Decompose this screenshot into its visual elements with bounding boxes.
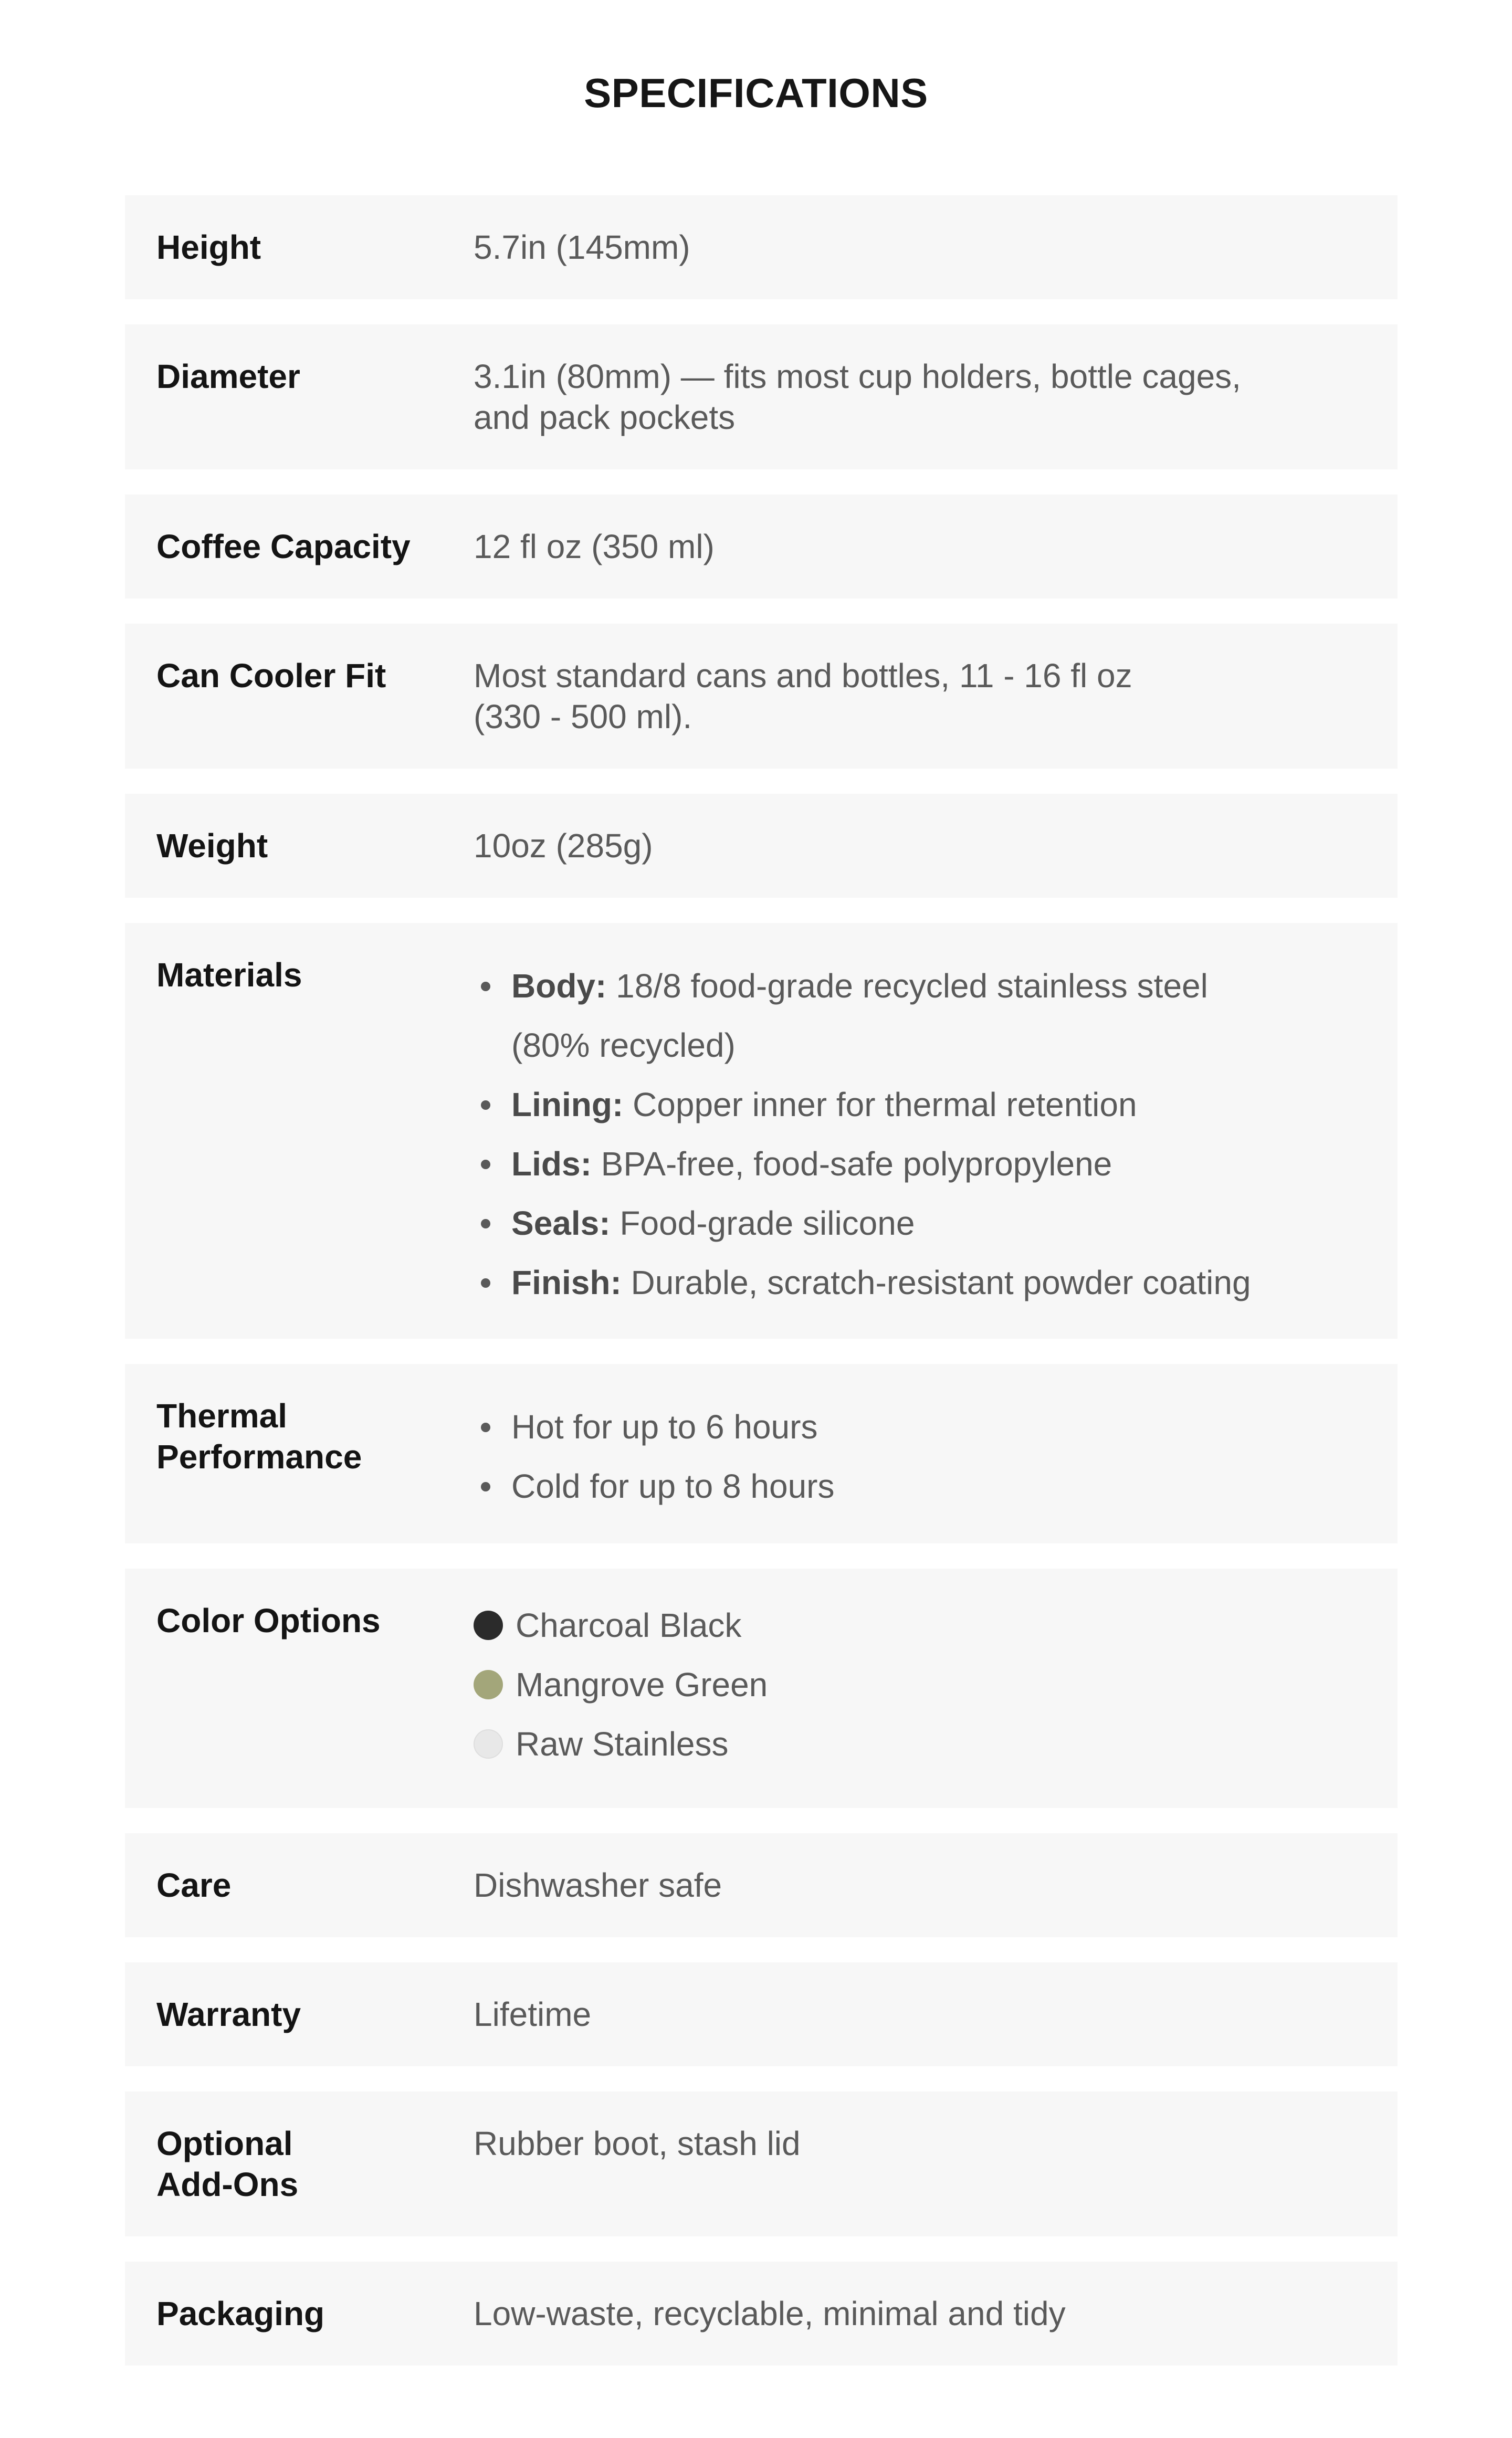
color-swatch-mangrove-green	[474, 1670, 503, 1699]
material-desc: 18/8 food-grade recycled stainless steel	[606, 967, 1208, 1005]
spec-label: Color Options	[156, 1602, 381, 1640]
list-item-text: Hot for up to 6 hours	[511, 1408, 818, 1446]
bullet-icon	[481, 982, 490, 991]
spec-label: Materials	[156, 956, 302, 994]
spec-label: Care	[156, 1866, 232, 1904]
spec-value: Lifetime	[474, 1995, 592, 2033]
list-item	[474, 1397, 1366, 1457]
bullet-icon	[481, 1423, 490, 1432]
spec-row-warranty	[125, 1962, 1398, 2066]
spec-value-line: Most standard cans and bottles, 11 - 16 fl oz	[474, 657, 1132, 695]
spec-label: Height	[156, 228, 261, 266]
color-option	[474, 1655, 768, 1715]
spec-value: Rubber boot, stash lid	[474, 2125, 801, 2162]
material-desc: BPA-free, food-safe polypropylene	[591, 1145, 1112, 1183]
spec-label-line: Optional	[156, 2125, 293, 2162]
spec-value-line: 3.1in (80mm) — fits most cup holders, bottle cages,	[474, 358, 1241, 395]
bullet-icon	[481, 1160, 490, 1169]
bullet-icon	[481, 1482, 490, 1491]
spec-label: Weight	[156, 827, 268, 865]
spec-label	[156, 1395, 450, 1477]
color-options-list	[474, 1596, 768, 1774]
material-name: Finish:	[511, 1264, 622, 1301]
spec-row-diameter	[125, 324, 1398, 469]
list-item	[474, 1075, 1366, 1134]
spec-label: Diameter	[156, 358, 300, 395]
spec-label: Can Cooler Fit	[156, 657, 386, 695]
material-name: Lids:	[511, 1145, 592, 1183]
material-desc: Durable, scratch-resistant powder coating	[621, 1264, 1251, 1301]
spec-row-packaging	[125, 2262, 1398, 2366]
bullet-icon	[481, 1278, 490, 1288]
material-name: Seals:	[511, 1204, 611, 1242]
spec-label-line: Thermal	[156, 1397, 287, 1435]
spec-label: Coffee Capacity	[156, 528, 411, 565]
list-item	[474, 957, 1366, 1075]
bullet-icon	[481, 1219, 490, 1228]
spec-label	[156, 2123, 450, 2205]
spec-value-line: (330 - 500 ml).	[474, 698, 692, 735]
spec-value: Dishwasher safe	[474, 1866, 722, 1904]
spec-value: 12 fl oz (350 ml)	[474, 528, 715, 565]
list-item	[474, 1253, 1366, 1312]
page-title: SPECIFICATIONS	[584, 70, 928, 116]
spec-row-height	[125, 195, 1398, 299]
color-swatch-raw-stainless	[474, 1729, 503, 1759]
color-option	[474, 1596, 768, 1655]
list-item-text: Cold for up to 8 hours	[511, 1467, 835, 1505]
bullet-icon	[481, 1100, 490, 1110]
spec-label-line: Add-Ons	[156, 2166, 299, 2203]
color-name: Raw Stainless	[516, 1725, 729, 1763]
spec-value	[474, 356, 1345, 438]
spec-row-color-options	[125, 1569, 1398, 1808]
spec-row-weight	[125, 794, 1398, 898]
materials-list	[474, 957, 1366, 1312]
color-option	[474, 1715, 768, 1774]
color-name: Charcoal Black	[516, 1606, 742, 1644]
list-item	[474, 1457, 1366, 1516]
list-item	[474, 1134, 1366, 1194]
spec-row-care	[125, 1833, 1398, 1937]
spec-value: Low-waste, recyclable, minimal and tidy	[474, 2295, 1066, 2332]
list-item	[474, 1194, 1366, 1253]
spec-value: 5.7in (145mm)	[474, 228, 690, 266]
spec-label-line: Performance	[156, 1438, 362, 1476]
spec-value	[474, 655, 1345, 737]
spec-value-line: and pack pockets	[474, 398, 736, 436]
spec-row-materials	[125, 923, 1398, 1339]
spec-value: 10oz (285g)	[474, 827, 653, 865]
material-desc: Food-grade silicone	[610, 1204, 915, 1242]
spec-row-can-cooler-fit	[125, 624, 1398, 769]
material-name: Lining:	[511, 1086, 624, 1123]
thermal-list	[474, 1397, 1366, 1516]
color-swatch-charcoal-black	[474, 1611, 503, 1640]
spec-row-thermal-performance	[125, 1364, 1398, 1543]
spec-row-coffee-capacity	[125, 495, 1398, 598]
material-name: Body:	[511, 967, 607, 1005]
spec-label: Warranty	[156, 1995, 301, 2033]
material-desc: Copper inner for thermal retention	[623, 1086, 1137, 1123]
spec-row-optional-add-ons	[125, 2092, 1398, 2236]
color-name: Mangrove Green	[516, 1666, 768, 1704]
material-desc: (80% recycled)	[511, 1026, 736, 1064]
spec-label: Packaging	[156, 2295, 325, 2332]
